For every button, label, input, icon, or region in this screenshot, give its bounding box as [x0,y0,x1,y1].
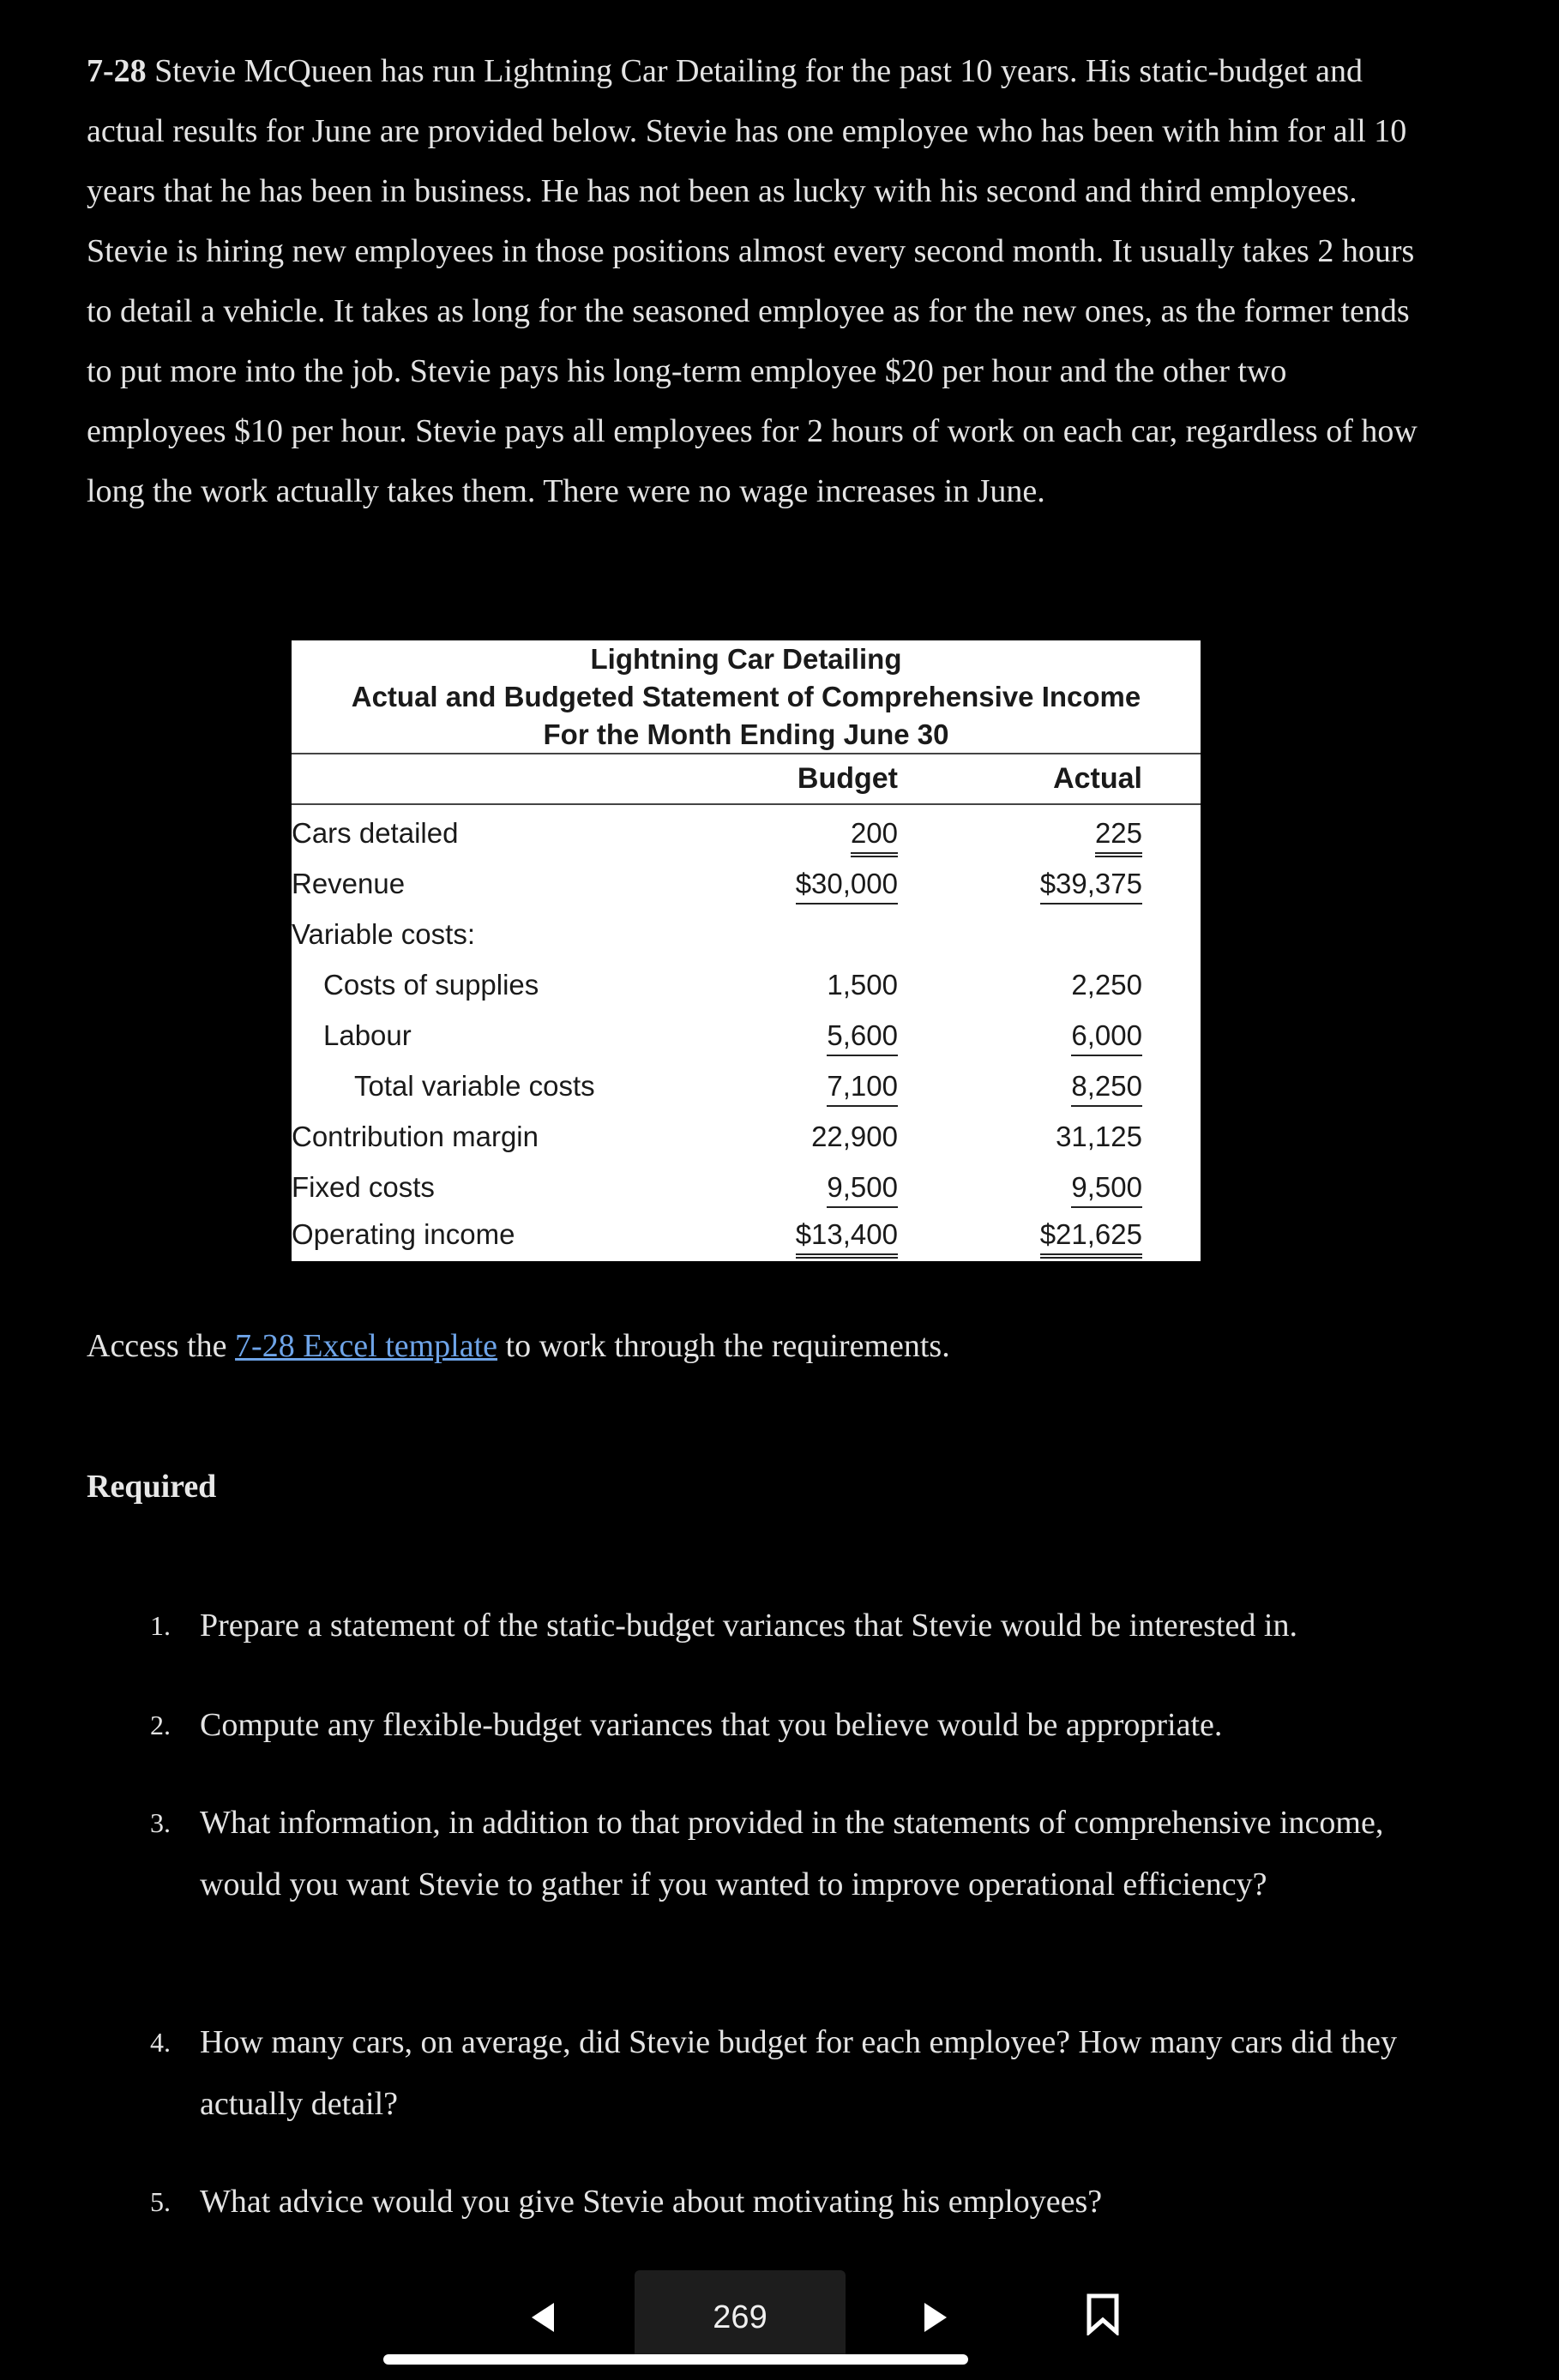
actual-value: $21,625 [1040,1216,1142,1259]
budget-value: $13,400 [796,1216,898,1259]
actual-value: 2,250 [1071,969,1142,1001]
table-row [292,808,1201,858]
budget-value: $30,000 [796,865,898,905]
item-text: What information, in addition to that provided in the statements of comprehensive income, would you want Stevie to gather if you wanted to improve operational efficiency? [200,1805,1384,1902]
row-label: Total variable costs [354,1070,595,1102]
row-label: Costs of supplies [323,969,539,1001]
item-number: 4. [150,2027,171,2058]
item-number: 1. [150,1610,171,1641]
budget-value: 7,100 [827,1067,898,1107]
item-text: How many cars, on average, did Stevie budget for each employee? How many cars did they actually detail? [200,2024,1398,2122]
row-label: Revenue [292,868,406,899]
actual-value: 8,250 [1071,1067,1142,1107]
table-row [292,859,1201,909]
item-number: 3. [150,1807,171,1838]
actual-value: 225 [1095,814,1142,857]
column-header-actual: Actual [1053,762,1142,795]
bookmark-icon[interactable] [1085,2293,1121,2340]
row-label: Fixed costs [292,1171,435,1203]
row-label: Labour [323,1019,412,1051]
row-label: Cars detailed [292,817,459,849]
excel-template-link[interactable]: 7-28 Excel template [235,1328,498,1364]
required-heading: Required [87,1469,217,1505]
problem-number: 7-28 [87,53,147,89]
problem-text: Stevie McQueen has run Lightning Car Detailing for the past 10 years. His static-budget and actual results for June are provided below. Stevie has one employee who has been with him for all 10 years that he has been in business. He has not been as lucky with his second and third employees. Stevie is hiring new employees in those positions almost every second month. It usually takes 2 hours to detail a vehicle. It takes as long for the seasoned employee as for the new ones, as the former tends to put more into the job. Stevie pays his long-term employee $20 per hour and the other two employees $10 per hour. Stevie pays all employees for 2 hours of work on each car, regardless of how long the work actually takes them. There were no wage increases in June. [87,53,1418,509]
income-statement-table [292,640,1201,1261]
problem-intro [87,41,1424,521]
item-number: 5. [150,2186,171,2217]
item-number: 2. [150,1710,171,1740]
table-row [292,910,1201,959]
statement-name: Actual and Budgeted Statement of Comprehensive Income [351,681,1141,712]
actual-value: $39,375 [1040,865,1142,905]
access-suffix: to work through the requirements. [505,1328,950,1364]
triangle-left-icon[interactable] [532,2303,554,2332]
table-row [292,1163,1201,1212]
budget-value: 22,900 [811,1121,898,1152]
home-indicator[interactable] [383,2354,968,2365]
statement-company: Lightning Car Detailing [590,643,902,675]
actual-value: 31,125 [1056,1121,1142,1152]
table-row [292,1061,1201,1111]
row-label: Contribution margin [292,1121,539,1152]
access-prefix: Access the [87,1328,227,1364]
triangle-right-icon[interactable] [924,2303,947,2332]
statement-title [292,640,1201,754]
row-label: Variable costs: [292,918,475,950]
statement-period: For the Month Ending June 30 [543,718,949,750]
item-text: What advice would you give Stevie about motivating his employees? [200,2184,1103,2220]
page-number[interactable]: 269 [635,2270,846,2365]
budget-value: 200 [851,814,898,857]
divider [292,753,1201,754]
access-template-line [87,1327,950,1365]
budget-value: 1,500 [827,969,898,1001]
item-text: Prepare a statement of the static-budget variances that Stevie would be interested in. [200,1608,1297,1644]
budget-value: 5,600 [827,1017,898,1056]
actual-value: 6,000 [1071,1017,1142,1056]
table-row [292,1011,1201,1061]
divider [292,803,1201,805]
column-header-budget: Budget [797,762,898,795]
table-row [292,1210,1201,1259]
row-label: Operating income [292,1218,515,1250]
table-row [292,960,1201,1010]
item-text: Compute any flexible-budget variances that you believe would be appropriate. [200,1707,1223,1743]
table-row [292,1112,1201,1162]
actual-value: 9,500 [1071,1169,1142,1208]
reader-toolbar [0,2263,1559,2380]
budget-value: 9,500 [827,1169,898,1208]
